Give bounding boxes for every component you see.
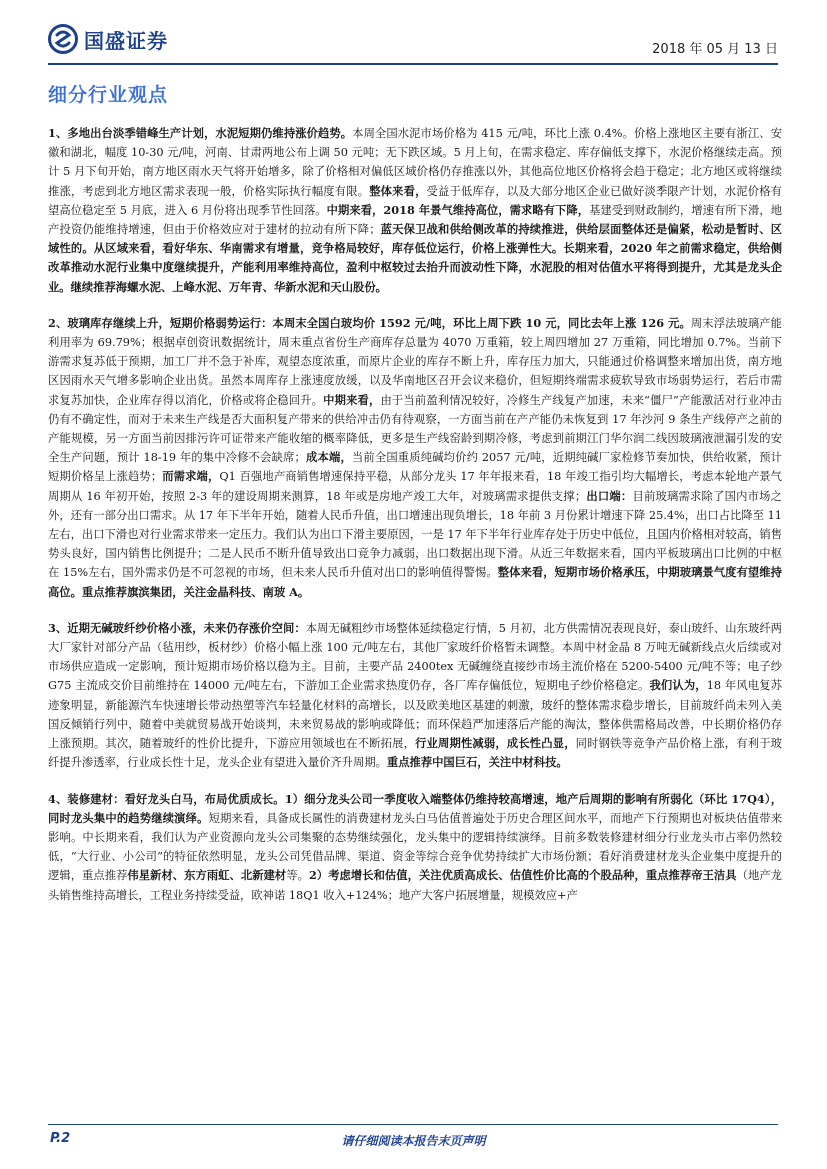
text-run: 本周无碱粗纱市场整体延续稳定行情，5 月初，北方供需情况表现良好，泰山玻纤、山东玻纤两大厂家针对部分产品（毡用纱，板材纱）价格小幅上涨 100 元/吨左右，其他厂家玻纤价格暂未调整。本周中材金晶 8 万吨无碱新线点火后续或对市场供应造成一定影响，预计短期市场价格以稳为主。目前，主要产品 2400tex 无碱缠绕直接纱市场主流价格在 5200-5400 元/吨不等；电子纱 G75 主流成交价目前维持在 14000 元/吨左右，下游加工企业需求热度仍存，各厂库存偏低位，短期电子纱价格稳定。 — [48, 621, 782, 693]
text-run: 同时钢铁等竞争产品价格上涨，有利于玻纤提升渗透率，行业成长性十足，龙头企业有望进入量价齐升周期。 — [48, 737, 782, 770]
bold-run: 行业周期性减弱，成长性凸显， — [415, 736, 576, 751]
paragraph-4 — [48, 790, 782, 905]
body-content — [48, 124, 782, 922]
bold-run: 伟星新材、东方雨虹、北新建材 — [127, 868, 287, 883]
bold-run: 中期来看， — [323, 392, 381, 407]
disclaimer-note: 请仔细阅读本报告末页声明 — [341, 1134, 486, 1148]
text-run: 基建受到财政制约，增速有所下滑，地产投资仍能维持增速，但由于价格效应对于建材的拉动有所下降； — [48, 203, 782, 237]
text-run: 由于当前盈利情况较好，冷修生产线复产加速，未来“僵尸”产能激活对行业冲击仍有不确定性，而对于未来生产线是否大面积复产带来的供给冲击仍有待观察，一方面当前在产产能仍未恢复到 17 年沙河 9 条生产线停产之前的产能规模，另一方面当前因排污许可证带来产能收缩的概率降低，更多是生产线窑龄到期冷修，考虑到前期江门华尔润二线因玻璃液泄漏引发的安全生产问题，预计 18-19 年的集中冷修不会缺席； — [48, 393, 782, 465]
bold-run: 整体来看， — [369, 183, 427, 198]
bold-run: 成本端， — [305, 450, 352, 465]
page-header — [48, 22, 778, 62]
brand-name: 国盛证券 — [84, 28, 168, 53]
paragraph-1 — [48, 124, 782, 297]
page-number: P.2 — [50, 1131, 71, 1146]
report-date: 2018 年 05 月 13 日 — [652, 42, 778, 57]
text-run: 周末浮法玻璃产能利用率为 69.79%；根据卓创资讯数据统计，周末重点省份生产商库存总量为 4070 万重箱，较上周四增加 27 万重箱，同比增加 0.7%。当前下游需求复苏低于预期，加工厂并不急于补库，观望态度浓重，而原片企业的库存不断上升，库存压力加大，只能通过价格调整来增加出货，南方地区因雨水天气增多影响企业出货。虽然本周库存上涨速度放缓，以及华南地区召开会议来稳价，但短期终端需求疲软导致市场弱势运行，若后市需求复苏加快，企业库存得以消化，价格或将企稳回升。 — [48, 316, 782, 407]
bold-run: 出口端： — [586, 488, 633, 503]
text-run: 目前玻璃需求除了国内市场之外，还有一部分出口需求。从 17 年下半年开始，随着人民币升值，出口增速出现负增长，18 年前 3 月份累计增速下降 25.4%，出口占比降至 11 左右，出口下滑也对行业需求带来一定压力。我们认为出口下滑主要原因，一是 17 年下半年行业库存处于历史中低位，且国内价格相对较高，销售势头良好，国内销售比例提升；二是人民币不断升值导致出口竞争力减弱，出口数据出现下滑。从近三年数据来看，国内平板玻璃出口比例的中枢在 15%左右，国外需求仍是不可忽视的市场，但未来人民币升值对出口的影响值得警惕。 — [48, 489, 782, 580]
header-divider — [48, 63, 778, 65]
brand-logo-icon — [48, 24, 78, 54]
paragraph-3 — [48, 619, 782, 773]
footer-divider — [48, 1124, 778, 1125]
bold-run: 2）考虑增长和估值，关注优质高成长、估值性价比高的个股品种，重点推荐帝王洁具 — [308, 868, 737, 883]
bold-run: 我们认为， — [649, 678, 707, 693]
bold-run: 3、近期无碱玻纤纱价格小涨，未来仍存涨价空间： — [48, 620, 306, 635]
bold-run: 1、多地出台淡季错峰生产计划，水泥短期仍维持涨价趋势。 — [48, 126, 353, 140]
text-run: 等。 — [286, 869, 309, 883]
text-run: 受益于低库存，以及大部分地区企业已做好淡季限产计划，水泥价格有望高位稳定至 5 月底，进入 6 月份将出现季节性回落。 — [48, 184, 782, 217]
bold-run: 4、装修建材：看好龙头白马，布局优质成长。1）细分龙头公司一季度收入端整体仍维持较高增速，地产后周期的影响有所弱化（环比 17Q4），同时龙头集中的趋势继续演绎。 — [48, 791, 782, 825]
bold-run: 2、玻璃库存继续上升，短期价格弱势运行：本周末全国白玻均价 1592 元/吨，环比上周下跌 10 元，同比去年上涨 126 元。 — [48, 315, 691, 330]
bold-run: 整体来看，短期市场价格承压，中期玻璃景气度有望维持高位。重点推荐旗滨集团，关注金晶科技、南玻 A。 — [48, 565, 782, 599]
section-title: 细分行业观点 — [48, 84, 169, 106]
text-run: 短期来看，具备成长属性的消费建材龙头白马估值普遍处于历史合理区间水平，而地产下行预期也对板块估值带来影响。中长期来看，我们认为产业资源向龙头公司集聚的态势继续强化，龙头集中的逻辑持续演绎。目前多数装修建材细分行业龙头市占率仍然较低，“大行业、小公司”的特征依然明显，龙头公司凭借品牌、渠道、资金等综合竞争优势持续扩大市场份额；看好消费建材龙头企业集中度提升的逻辑，重点推荐 — [48, 811, 782, 883]
bold-run: 重点推荐中国巨石，关注中材科技。 — [386, 755, 568, 770]
bold-run: 蓝天保卫战和供给侧改革的持续推进，供给层面整体还是偏紧，松动是暂时、区域性的。从区域来看，看好华东、华南需求有增量，竞争格局较好，库存低位运行，价格上涨弹性大。长期来看，2020 年之前需求稳定，供给侧改革推动水泥行业集中度继续提升，产能利用率维持高位，盈利中枢较过去抬升而波动性下降，水泥股的相对估值水平将得到提升，尤其是龙头企业。继续推荐海螺水泥、上峰水泥、万年青、华新水泥和天山股份。 — [48, 222, 782, 294]
bold-run: 而需求端， — [162, 469, 220, 484]
bold-run: 中期来看，2018 年景气维持高位，需求略有下降， — [326, 202, 590, 217]
text-run: 18 年风电复苏迹象明显，新能源汽车快速增长带动热塑等汽车轻量化材料的高增长，以及欧美地区基建的刺激，玻纤的整体需求稳步增长，目前玻纤尚未列入美国反倾销行列中，随着中美就贸易战开始谈判，未来贸易战的影响或降低；而环保趋严加速落后产能的淘汰，整体供需格局改善，中长期价格仍存上涨预期。其次，随着玻纤的性价比提升，下游应用领域也在不断拓展， — [48, 679, 782, 751]
paragraph-2 — [48, 314, 782, 602]
brand-logo — [48, 24, 168, 54]
text-run: 本周全国水泥市场价格为 415 元/吨，环比上涨 0.4%。价格上涨地区主要有浙江、安徽和湖北，幅度 10-30 元/吨，河南、甘肃两地公布上调 50 元吨；无下跌区域。5 月上旬，在需求稳定、库存偏低支撑下，水泥价格继续走高。预计 5 月下旬开始，南方地区雨水天气将开始增多，除了价格相对偏低区域价格仍存推涨以外，其他高位地区价格将会趋于稳定；北方地区或将继续推涨，考虑到北方地区需求表现一般，价格实际执行幅度有限。 — [48, 127, 782, 198]
text-run: Q1 百强地产商销售增速保持平稳，从部分龙头 17 年年报来看，18 年竣工指引均大幅增长，考虑本轮地产景气周期从 16 年初开始，按照 2-3 年的建设周期来测算，18 年或是房地产竣工大年，对玻璃需求提供支撑； — [48, 470, 782, 503]
text-run: 当前全国重质纯碱均价约 2057 元/吨，近期纯碱厂家检修节奏加快，供给收紧，预计短期价格呈上涨趋势； — [48, 451, 782, 484]
text-run: （地产龙头销售维持高增长，工程业务持续受益，欧神诺 18Q1 收入+124%；地产大客户拓展增量，规模效应+产 — [48, 869, 782, 902]
